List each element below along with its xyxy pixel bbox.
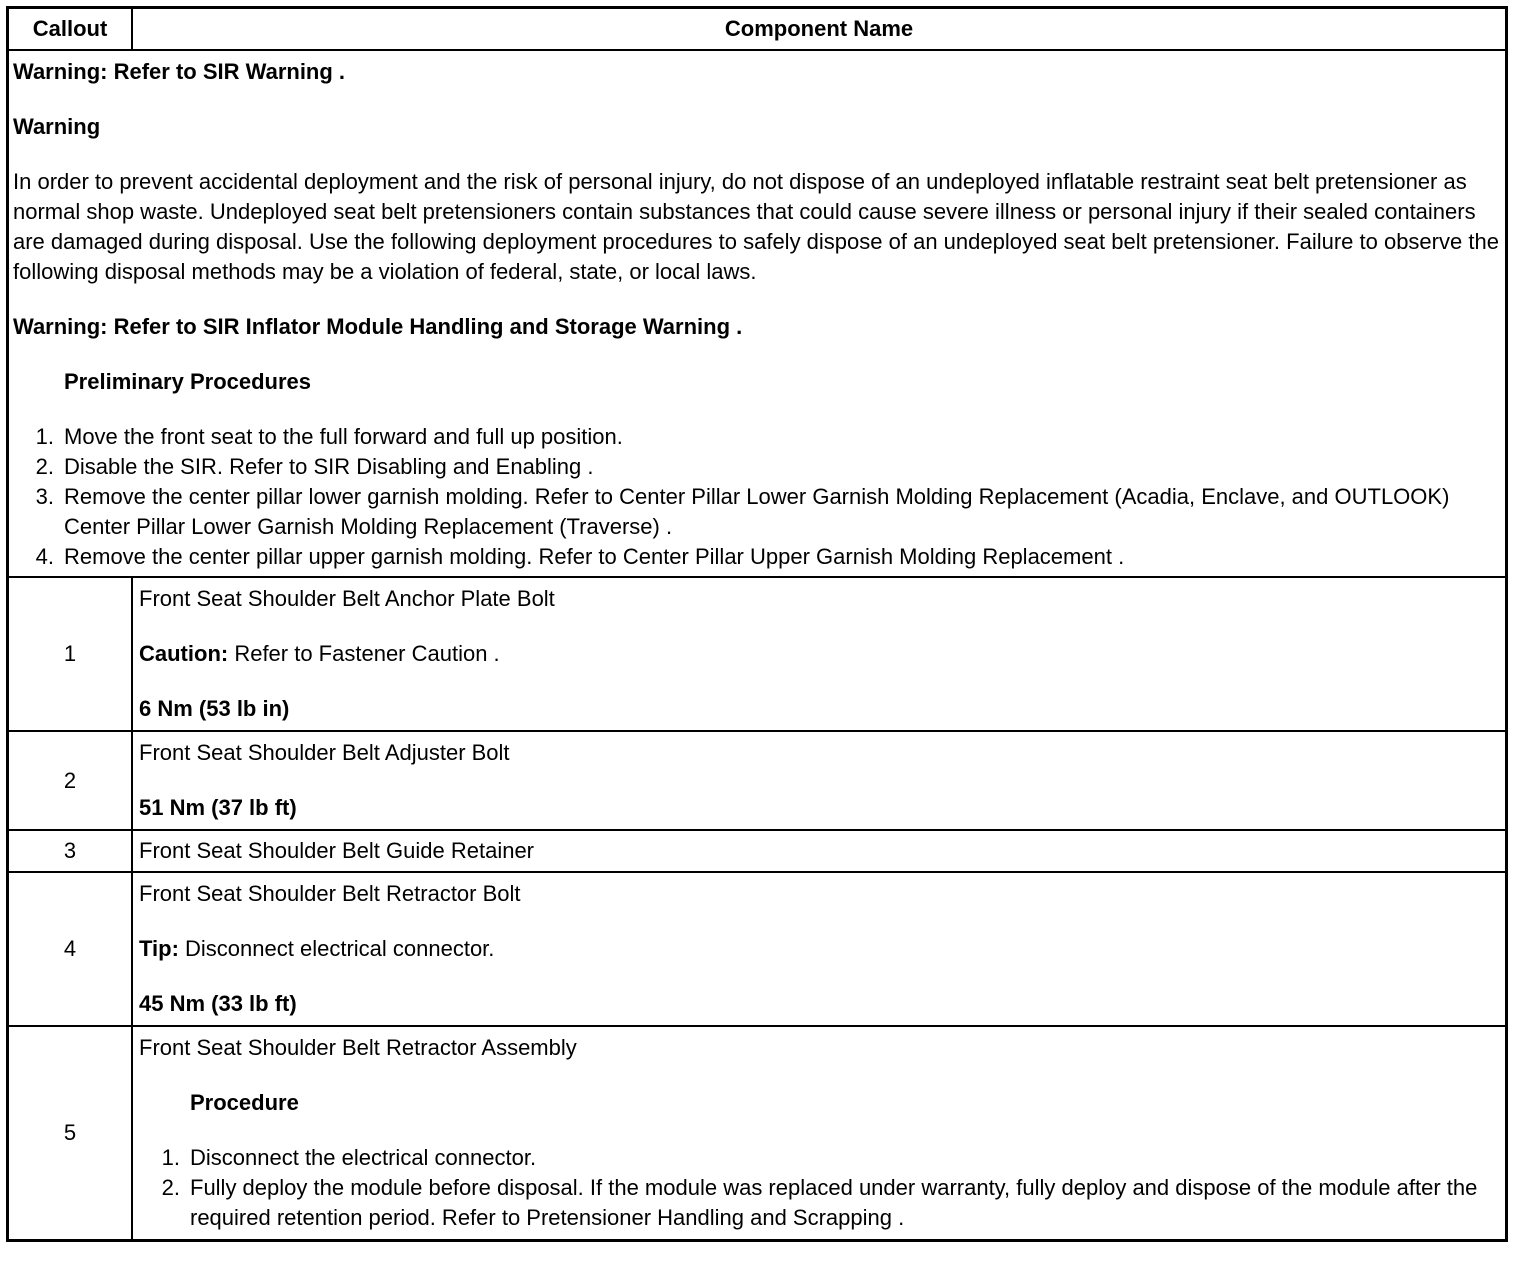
callout-number: 3 [8,830,133,872]
step-text: Disable the SIR. Refer to SIR Disabling and Enabling . [64,454,594,479]
callout-number: 4 [8,872,133,1026]
table-row [8,830,1507,872]
step-text: Move the front seat to the full forward and full up position. [64,424,623,449]
list-item [139,1143,1499,1173]
step-number: 1. [35,424,54,449]
warning-title: Warning [13,114,101,139]
tip-text: Disconnect electrical connector. [178,936,495,961]
list-item [13,542,1501,572]
torque-spec: 51 Nm (37 lb ft) [139,795,297,820]
preliminary-row [8,50,1507,577]
component-cell [132,577,1507,731]
preliminary-steps [13,422,1501,572]
step-text: Disconnect the electrical connector. [190,1145,537,1170]
callout-number: 1 [8,577,133,731]
caution-label: Caution: [139,641,229,666]
torque-spec: 45 Nm (33 lb ft) [139,991,297,1016]
sir-warning-ref: Warning: Refer to SIR Warning . [13,59,346,84]
component-cell [132,731,1507,830]
component-cell [132,872,1507,1026]
step-number: 2. [35,454,54,479]
component-name: Front Seat Shoulder Belt Anchor Plate Bolt [139,586,555,611]
component-name: Front Seat Shoulder Belt Retractor Assembly [139,1035,577,1060]
list-item [13,422,1501,452]
component-table [6,6,1508,1242]
preliminary-cell [8,50,1507,577]
table-row [8,872,1507,1026]
inflator-warning-ref: Warning: Refer to SIR Inflator Module Handling and Storage Warning . [13,314,743,339]
list-item [139,1173,1499,1233]
tip-label: Tip: [139,936,179,961]
step-text: Remove the center pillar lower garnish molding. Refer to Center Pillar Lower Garnish Molding Replacement (Acadia, Enclave, and OUTLOOK) Center Pillar Lower Garnish Molding Replacement (Traverse) . [64,484,1450,539]
list-item [13,482,1501,542]
callout-header: Callout [8,8,133,51]
caution-note [139,639,1499,669]
component-name: Front Seat Shoulder Belt Adjuster Bolt [139,740,510,765]
procedure-title: Procedure [190,1090,299,1115]
step-number: 1. [161,1145,180,1170]
table-header-row [8,8,1507,51]
step-number: 3. [35,484,54,509]
component-cell [132,1026,1507,1241]
list-item [13,452,1501,482]
warning-text: In order to prevent accidental deployment and the risk of personal injury, do not dispose of an undeployed inflatable restraint seat belt pretensioner as normal shop waste. Undeployed seat belt pretensioners contain substances that could cause severe illness or personal injury if their sealed containers are damaged during disposal. Use the following deployment procedures to safely dispose of an undeployed seat belt pretensioner. Failure to observe the following disposal methods may be a violation of federal, state, or local laws. [13,169,1499,284]
step-number: 4. [35,544,54,569]
tip-note [139,934,1499,964]
procedures-title: Preliminary Procedures [64,369,312,394]
component-name-header: Component Name [132,8,1507,51]
procedure-steps [139,1143,1499,1233]
step-text: Fully deploy the module before disposal. If the module was replaced under warranty, fully deploy and dispose of the module after the required retention period. Refer to Pretensioner Handling and Scrapping . [190,1175,1478,1230]
step-number: 2. [161,1175,180,1200]
component-name: Front Seat Shoulder Belt Guide Retainer [139,838,535,863]
step-text: Remove the center pillar upper garnish molding. Refer to Center Pillar Upper Garnish Molding Replacement . [64,544,1125,569]
table-row [8,1026,1507,1241]
component-name: Front Seat Shoulder Belt Retractor Bolt [139,881,521,906]
caution-text: Refer to Fastener Caution . [228,641,500,666]
callout-number: 2 [8,731,133,830]
table-row [8,577,1507,731]
torque-spec: 6 Nm (53 lb in) [139,696,290,721]
table-row [8,731,1507,830]
component-cell [132,830,1507,872]
callout-number: 5 [8,1026,133,1241]
